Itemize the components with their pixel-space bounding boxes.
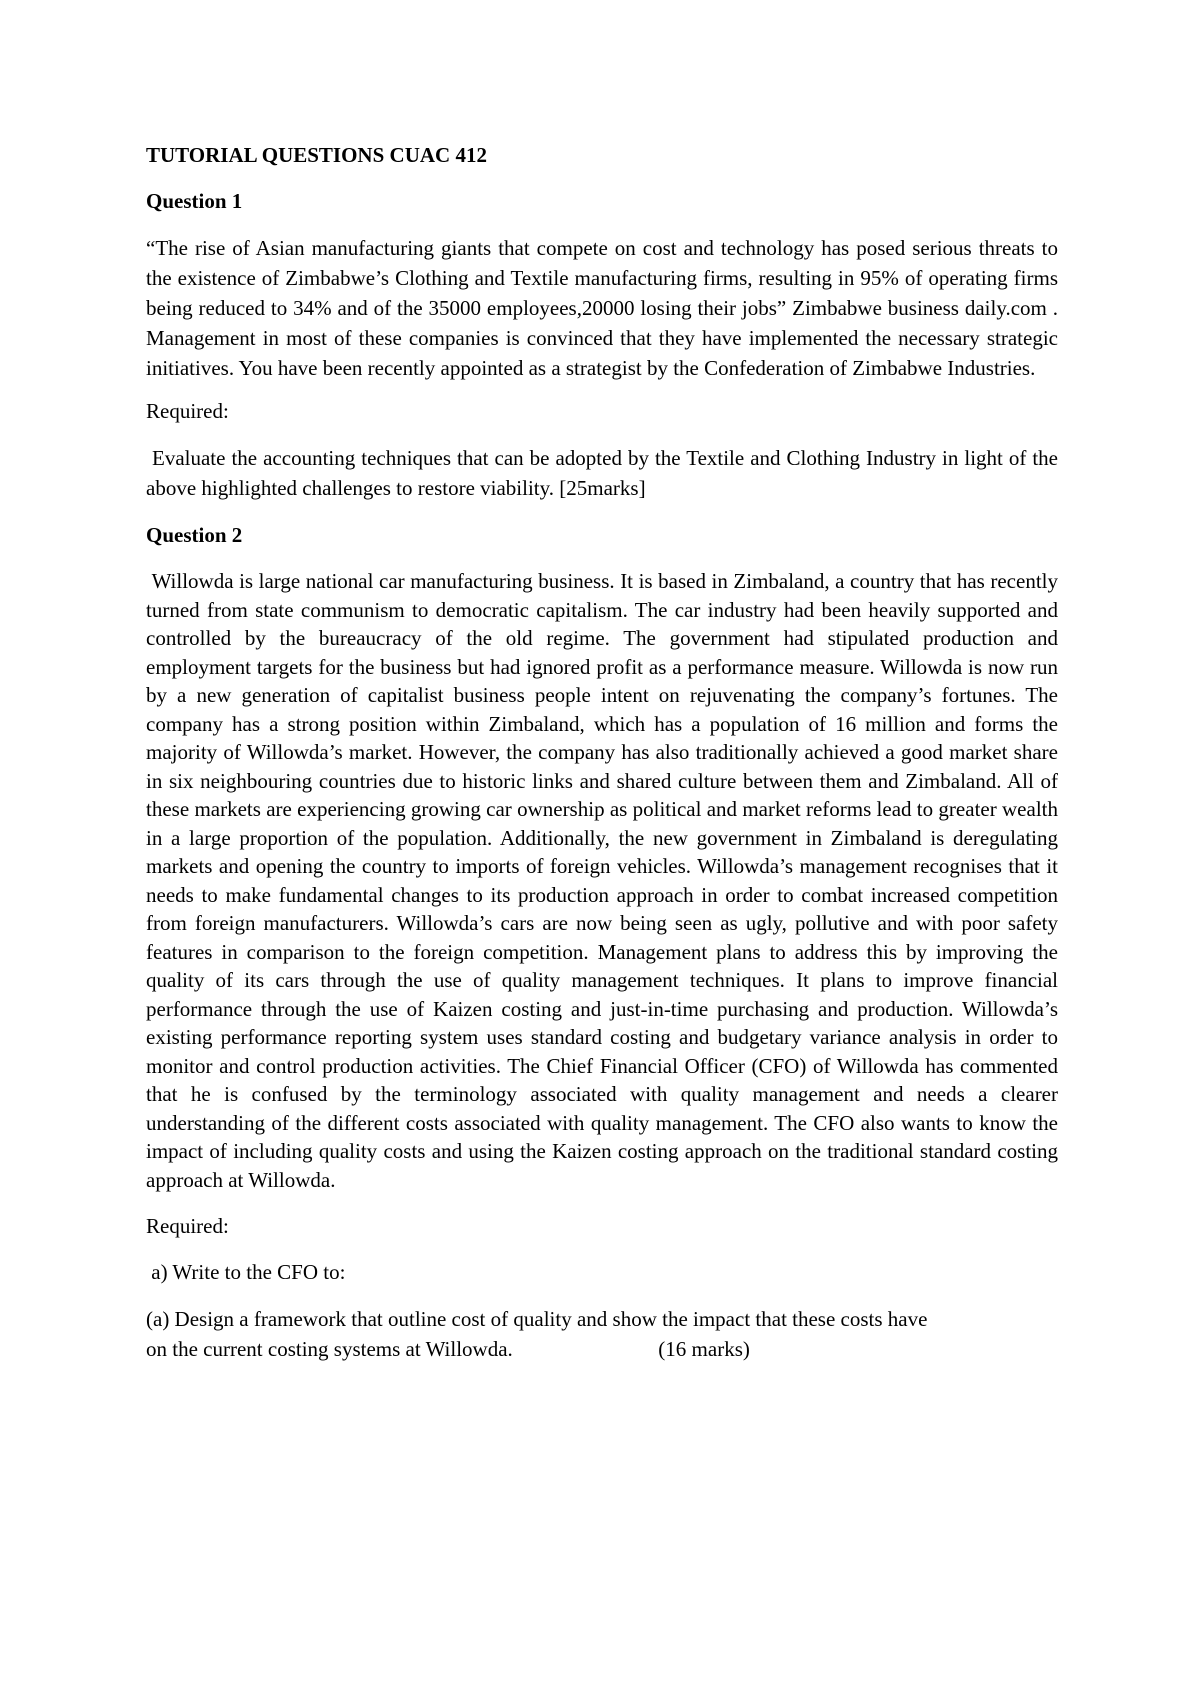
question-1-required-label: Required: <box>146 399 229 423</box>
question-2-heading: Question 2 <box>146 523 243 547</box>
question-1-heading: Question 1 <box>146 189 243 213</box>
question-2-required-label: Required: <box>146 1214 229 1238</box>
question-1-paragraph: “The rise of Asian manufacturing giants that compete on cost and technology has posed serious threats to the existence of Zimbabwe’s Clothing and Textile manufacturing firms, resulting in 95% of operating firms being reduced to 34% and of the 35000 employees,20000 losing their jobs” Zimbabwe business daily.com . Management in most of these companies is convinced that they have implemented the necessary strategic initiatives. You have been recently appointed as a strategist by the Confederation of Zimbabwe Industries. <box>146 236 1058 380</box>
question-2-task-line-2: on the current costing systems at Willowda. <box>146 1337 513 1361</box>
question-2-task-line-1: (a) Design a framework that outline cost of quality and show the impact that these costs have <box>146 1307 928 1331</box>
question-1-task: Evaluate the accounting techniques that can be adopted by the Textile and Clothing Industry in light of the above highlighted challenges to restore viability. [25marks] <box>146 446 1064 500</box>
document-body <box>146 141 1064 1378</box>
question-2-paragraph: Willowda is large national car manufacturing business. It is based in Zimbaland, a country that has recently turned from state communism to democratic capitalism. The car industry had been heavily supported and controlled by the bureaucracy of the old regime. The government had stipulated production and employment targets for the business but had ignored profit as a performance measure. Willowda is now run by a new generation of capitalist business people intent on rejuvenating the company’s fortunes. The company has a strong position within Zimbaland, which has a population of 16 million and forms the majority of Willowda’s market. However, the company has also traditionally achieved a good market share in six neighbouring countries due to historic links and shared culture between them and Zimbaland. All of these markets are experiencing growing car ownership as political and market reforms lead to greater wealth in a large proportion of the population. Additionally, the new government in Zimbaland is deregulating markets and opening the country to imports of foreign vehicles. Willowda’s management recognises that it needs to make fundamental changes to its production approach in order to combat increased competition from foreign manufacturers. Willowda’s cars are now being seen as ugly, pollutive and with poor safety features in comparison to the foreign competition. Management plans to address this by improving the quality of its cars through the use of quality management techniques. It plans to improve financial performance through the use of Kaizen costing and just-in-time purchasing and production. Willowda’s existing performance reporting system uses standard costing and budgetary variance analysis in order to monitor and control production activities. The Chief Financial Officer (CFO) of Willowda has commented that he is confused by the terminology associated with quality management and needs a clearer understanding of the different costs associated with quality management. The CFO also wants to know the impact of including quality costs and using the Kaizen costing approach on the traditional standard costing approach at Willowda. <box>146 569 1064 1192</box>
question-2-task-marks: (16 marks) <box>658 1337 750 1361</box>
question-2-task-line-2-row <box>146 1334 1058 1364</box>
question-2-sub-intro: a) Write to the CFO to: <box>146 1260 346 1284</box>
document-title: TUTORIAL QUESTIONS CUAC 412 <box>146 143 487 167</box>
